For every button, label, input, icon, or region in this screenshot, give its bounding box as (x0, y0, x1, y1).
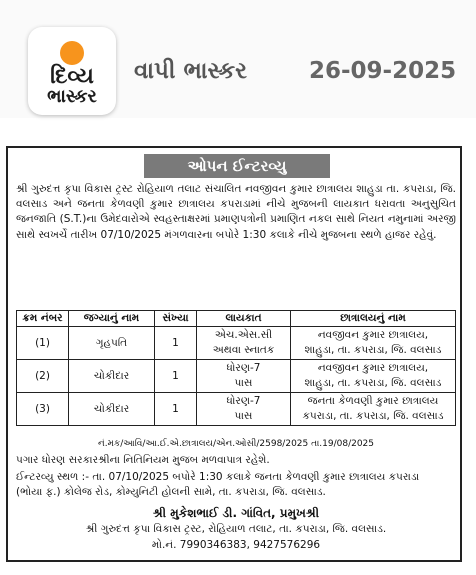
table-row (17, 360, 456, 393)
qualification-line: પાસ (234, 377, 253, 389)
qualification-cell (197, 393, 291, 426)
signatory-name: શ્રી મુકેશભાઈ ડી. ગાંવિત, પ્રમુખશ્રી (152, 506, 320, 520)
qualification-cell (197, 360, 291, 393)
serial-cell: (2) (17, 360, 69, 393)
serial-cell: (3) (17, 393, 69, 426)
table-row (17, 393, 456, 426)
qualification-line: ધોરણ-7 (226, 395, 261, 407)
interview-notice (6, 146, 462, 562)
header-hostel: છાત્રાલયનું નામ (291, 311, 456, 327)
post-cell: ચોકીદાર (69, 360, 155, 393)
serial-cell: (1) (17, 327, 69, 360)
header-post: જગ્યાનું નામ (69, 311, 155, 327)
qualification-line: એચ.એસ.સી (214, 329, 273, 341)
venue-line: ઈન્ટરવ્યુ સ્થળ :- તા. 07/10/2025 બપોરે 1:30 કલાકે જનતા કેળવણી કુમાર છાત્રાલય કપરાડા (16, 471, 420, 483)
hostel-line: જનતા કેળવણી કુમાર છાત્રાલય (307, 395, 439, 407)
logo-text-bottom: ભાસ્કર (47, 86, 97, 107)
hostel-line: કપરાડા, તા. કપરાડા, જિ. વલસાડ (302, 410, 444, 422)
qualification-line: ધોરણ-7 (226, 362, 261, 374)
table-row (17, 327, 456, 360)
venue-address-line: (ભોયા ફ.) કોલેજ રોડ, કોમ્યુનિટી હોલની સામે, તા. કપરાડા, જિ. વલસાડ. (16, 486, 326, 498)
hostel-line: નવજીવન કુમાર છાત્રાલય, (317, 362, 429, 374)
sun-icon (60, 41, 84, 65)
count-cell: 1 (155, 360, 197, 393)
post-cell: ગૃહપતિ (69, 327, 155, 360)
post-cell: ચોકીદાર (69, 393, 155, 426)
count-cell: 1 (155, 327, 197, 360)
header-qualification: લાયકાત (197, 311, 291, 327)
qualification-line: પાસ (234, 410, 253, 422)
hostel-cell (291, 327, 456, 360)
qualification-cell (197, 327, 291, 360)
logo-text-top: દિવ્ય (50, 64, 94, 89)
hostel-line: શાહુડા, તા. કપરાડા, જિ. વલસાડ (304, 377, 442, 389)
table-header-row (17, 311, 456, 327)
hostel-line: નવજીવન કુમાર છાત્રાલય, (317, 329, 429, 341)
hostel-line: શાહુડા, તા. કપરાડા, જિ. વલસાડ (304, 344, 442, 356)
divya-bhaskar-logo (28, 27, 116, 115)
hostel-cell (291, 360, 456, 393)
pay-scale-line: પગાર ધોરણ સરકારશ્રીના નિતિનિયમ મુજબ મળવાપાત્ર રહેશે. (16, 454, 270, 466)
signatory-mobile: મો.નં. 7990346383, 9427576296 (151, 539, 321, 551)
signatory-organization: શ્રી ગુરુદત્ત કૃપા વિકાસ ટ્રસ્ટ, રોહિયાળ તલાટ, તા. કપરાડા, જિ. વલસાડ. (85, 523, 387, 535)
publication-date: 26-09-2025 (309, 58, 457, 84)
qualification-line: અથવા સ્નાતક (212, 344, 275, 356)
header-count: સંખ્યા (155, 311, 197, 327)
edition-name: વાપી ભાસ્કર (134, 58, 248, 84)
reference-number: નં.મક/આવિ/આ.ઈ.એ.છાત્રાલય/એન.ઓસી/2598/2025 તા.19/08/2025 (97, 439, 375, 449)
notice-paragraph: શ્રી ગુરુદત્ત કૃપા વિકાસ ટ્રસ્ટ રોહિયાળ તલાટ સંચાલિત નવજીવન કુમાર છાત્રાલય શાહુડા તા. કપરાડા, જિ. વલસાડ અને જનતા કેળવણી કુમાર છાત્રાલય કપરાડામાં નીચે મુજબની લાયકાત ધરાવતા અનુસુચિત જનજાતિ (S.T.)ના ઉમેદવારોએ સ્વહસ્તાક્ષરમાં પ્રમાણપત્રોની પ્રમાણિત નકલ સાથે નિયત નમુનામાં અરજી સાથે સ્વખર્ચે તારીખ 07/10/2025 મંગળવારના બપોરે 1:30 કલાકે નીચે મુજબના સ્થળે હાજર રહેવું. (16, 183, 456, 241)
vacancy-table (16, 310, 456, 426)
notice-title: ઓપન ઈન્ટરવ્યુ (144, 154, 330, 178)
hostel-cell (291, 393, 456, 426)
count-cell: 1 (155, 393, 197, 426)
header-serial: ક્રમ નંબર (17, 311, 69, 327)
newspaper-header (0, 0, 476, 118)
